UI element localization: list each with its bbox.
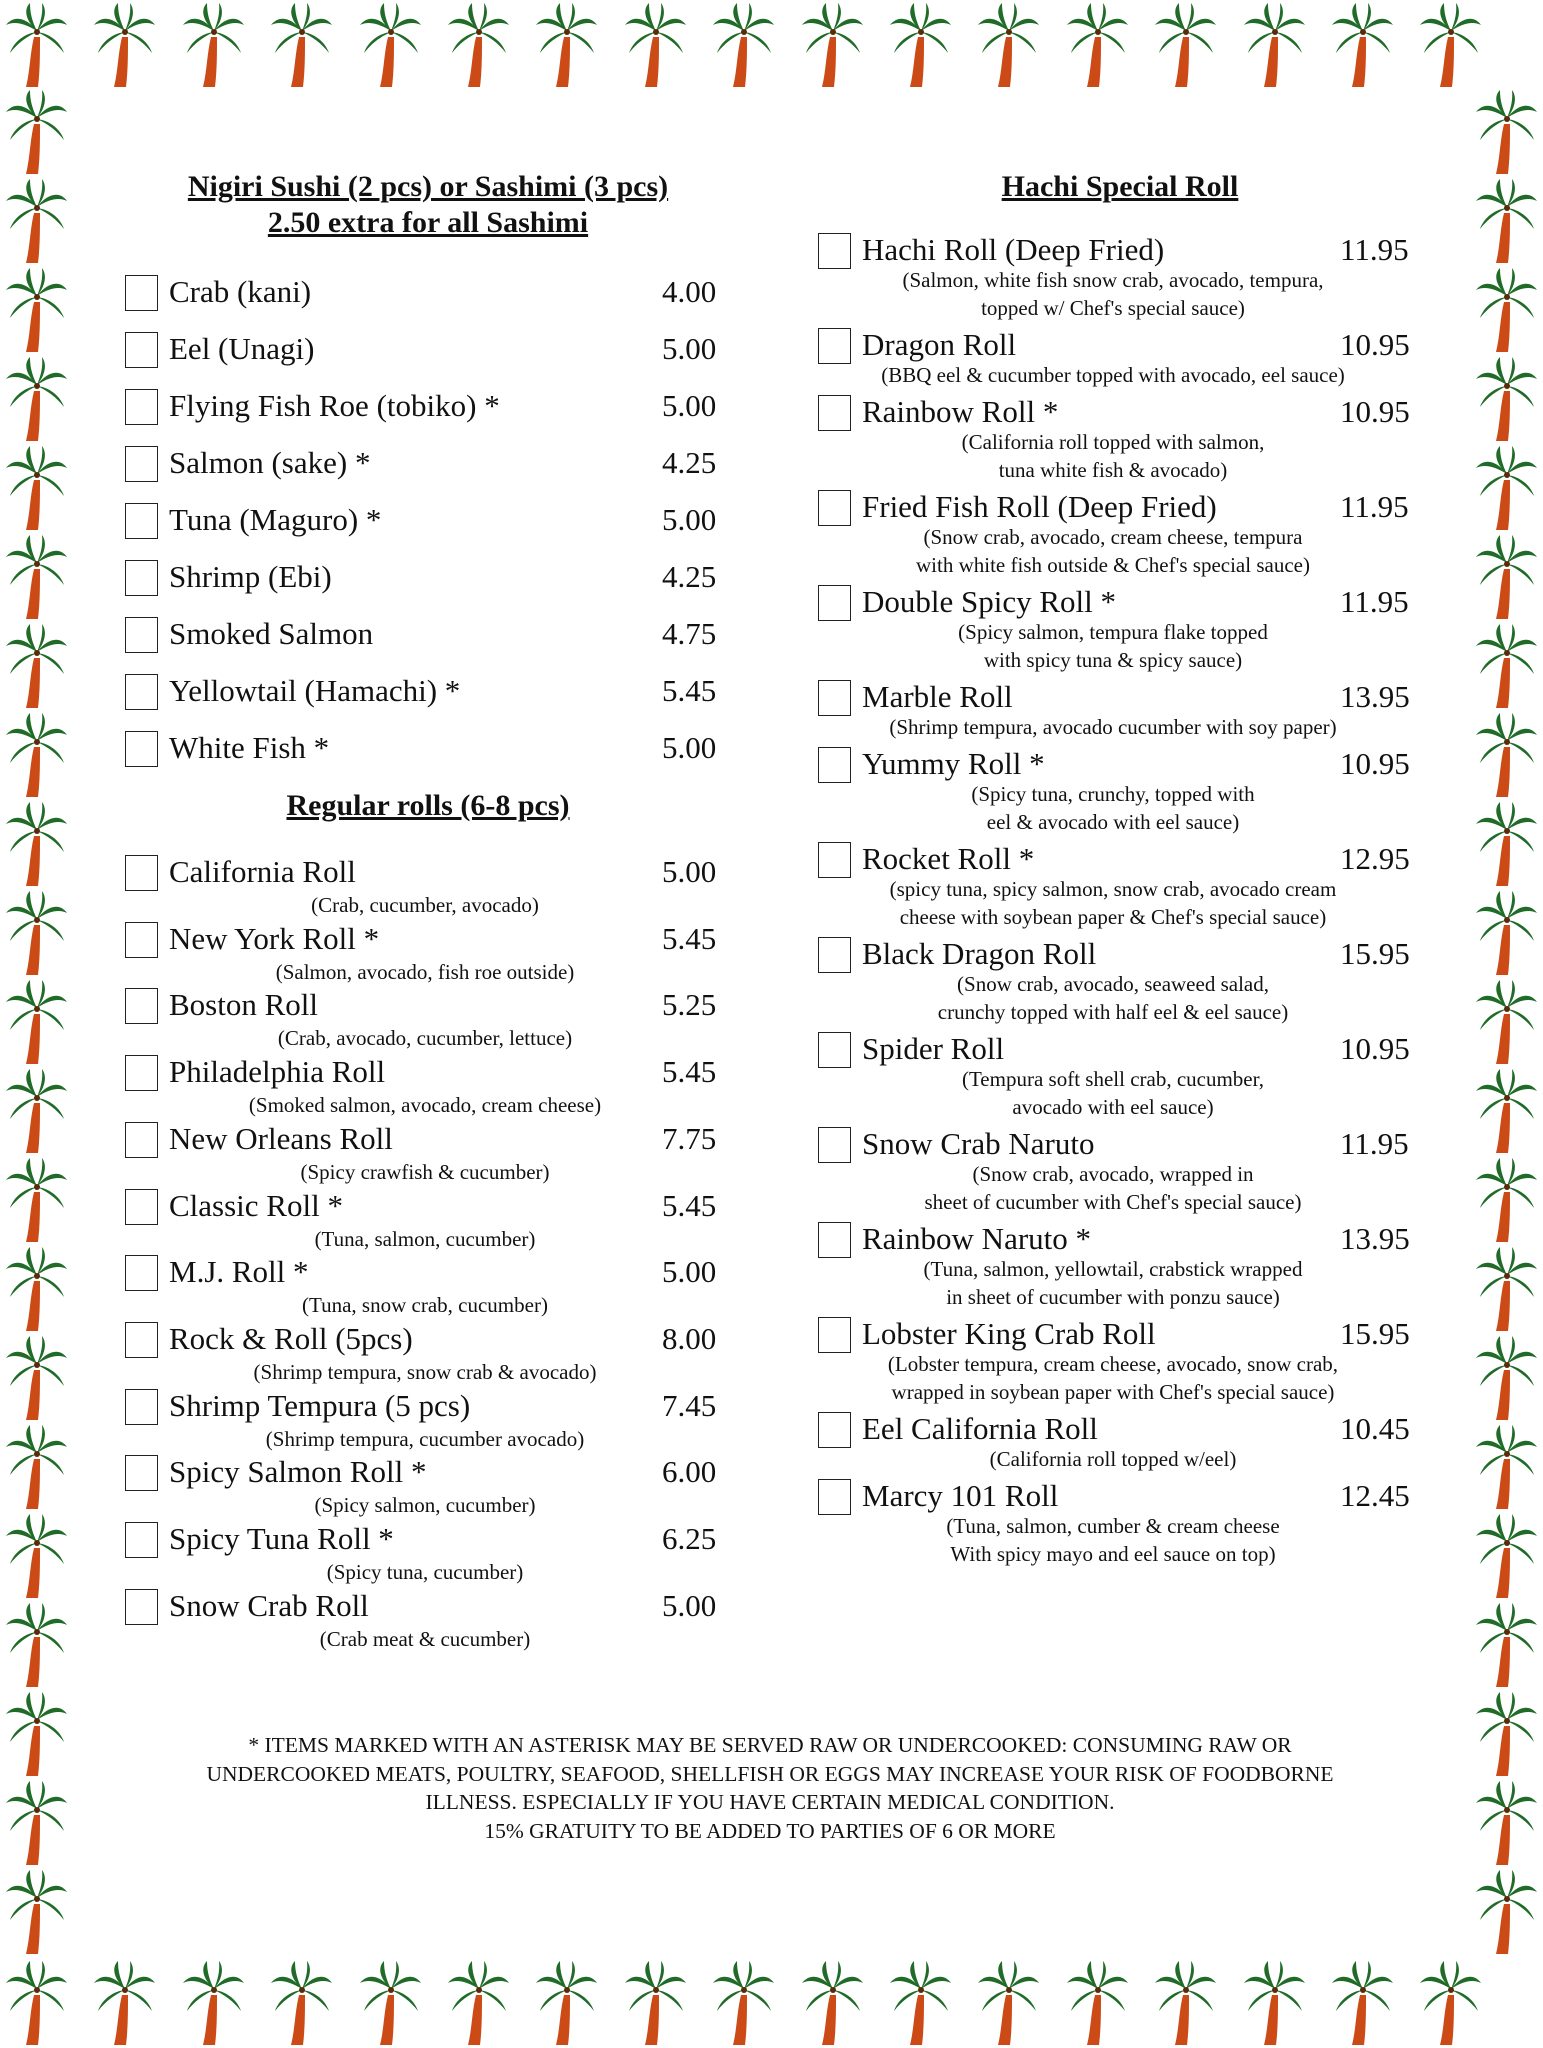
nigiri-heading [158, 169, 698, 241]
item-name: Salmon (sake) * [169, 445, 371, 480]
order-checkbox[interactable] [125, 674, 158, 710]
description-line: avocado with eel sauce) [1012, 1095, 1214, 1119]
menu-item-row [818, 1123, 1418, 1165]
item-name: Classic Roll * [169, 1187, 343, 1223]
item-price: 10.95 [1340, 746, 1410, 781]
menu-item [125, 613, 725, 655]
menu-item [818, 391, 1418, 482]
menu-item [125, 328, 725, 370]
menu-item [818, 1218, 1418, 1309]
order-checkbox[interactable] [818, 1479, 851, 1515]
item-name: Flying Fish Roe (tobiko) * [169, 388, 500, 423]
item-price: 11.95 [1340, 489, 1409, 524]
description-line: cheese with soybean paper & Chef's special sauce) [899, 905, 1327, 929]
menu-item [125, 1385, 725, 1451]
order-checkbox[interactable] [125, 731, 158, 767]
item-price: 10.95 [1340, 1031, 1410, 1066]
item-description [804, 618, 1422, 674]
item-price: 11.95 [1340, 1126, 1409, 1161]
description-line: (California roll topped with salmon, [961, 430, 1265, 454]
item-description [804, 1065, 1422, 1121]
description-line: (Spicy tuna, crunchy, topped with [971, 782, 1255, 806]
item-price: 5.00 [662, 1254, 717, 1290]
menu-item-row [125, 442, 725, 484]
menu-item-row [818, 581, 1418, 623]
menu-item-row [818, 1313, 1418, 1355]
menu-item-row [818, 391, 1418, 433]
item-description [125, 1625, 725, 1653]
menu-item-row [125, 328, 725, 370]
item-name: Boston Roll [169, 987, 319, 1023]
menu-item [125, 385, 725, 427]
description-line: (Crab meat & cucumber) [319, 1626, 531, 1651]
description-line: in sheet of cucumber with ponzu sauce) [946, 1285, 1280, 1309]
menu-item [818, 838, 1418, 929]
description-line: (Crab, avocado, cucumber, lettuce) [277, 1026, 573, 1051]
item-description [804, 1350, 1422, 1406]
item-name: Shrimp Tempura (5 pcs) [169, 1387, 471, 1423]
item-price: 15.95 [1340, 1316, 1410, 1351]
item-price: 5.00 [662, 854, 717, 889]
item-price: 7.45 [662, 1387, 717, 1423]
menu-item-row [125, 984, 725, 1026]
item-name: Rocket Roll * [862, 841, 1035, 876]
nigiri-subtitle: 2.50 extra for all Sashimi [267, 206, 589, 239]
description-line: with spicy tuna & spicy sauce) [983, 648, 1243, 672]
menu-item [125, 918, 725, 984]
item-name: Hachi Roll (Deep Fried) [862, 232, 1165, 267]
gratuity-note: 15% GRATUITY TO BE ADDED TO PARTIES OF 6 OR MORE [484, 1818, 1056, 1843]
menu-item [818, 933, 1418, 1024]
menu-item-row [125, 556, 725, 598]
menu-item-row [125, 613, 725, 655]
menu-item [125, 1185, 725, 1251]
menu-item [125, 271, 725, 313]
item-price: 5.00 [662, 730, 717, 765]
description-line: (Lobster tempura, cream cheese, avocado, snow crab, [887, 1352, 1339, 1376]
item-description [804, 1445, 1422, 1473]
description-line: (Shrimp tempura, avocado cucumber with soy paper) [889, 715, 1337, 739]
item-name: Yellowtail (Hamachi) * [169, 673, 461, 708]
description-line: wrapped in soybean paper with Chef's special sauce) [891, 1380, 1335, 1404]
description-line: (Crab, cucumber, avocado) [311, 893, 539, 917]
menu-item [125, 1518, 725, 1584]
item-price: 4.25 [662, 445, 717, 480]
menu-item-row [125, 670, 725, 712]
order-checkbox[interactable] [818, 937, 851, 973]
order-checkbox[interactable] [125, 617, 158, 653]
item-price: 5.45 [662, 1187, 717, 1223]
order-checkbox[interactable] [125, 560, 158, 596]
item-description [804, 1512, 1422, 1568]
menu-item-row [818, 324, 1418, 366]
item-price: 4.75 [662, 616, 717, 651]
menu-item-row [125, 851, 725, 893]
item-description [125, 1158, 725, 1186]
disclaimer-line: UNDERCOOKED MEATS, POULTRY, SEAFOOD, SHELLFISH OR EGGS MAY INCREASE YOUR RISK OF FOODBORNE [206, 1761, 1334, 1786]
item-name: Dragon Roll [862, 327, 1017, 362]
menu-item-row [125, 499, 725, 541]
item-name: Fried Fish Roll (Deep Fried) [862, 489, 1217, 524]
order-checkbox[interactable] [125, 446, 158, 482]
description-line: (Tuna, snow crab, cucumber) [302, 1293, 548, 1318]
description-line: with white fish outside & Chef's special sauce) [916, 553, 1310, 577]
order-checkbox[interactable] [125, 1322, 158, 1358]
menu-item-row [818, 1408, 1418, 1450]
item-name: Tuna (Maguro) * [169, 502, 382, 537]
menu-item-row [125, 1118, 725, 1160]
item-name: Double Spicy Roll * [862, 584, 1117, 619]
description-line: (Spicy salmon, tempura flake topped [958, 620, 1268, 644]
menu-item [818, 743, 1418, 834]
description-line: (Spicy tuna, cucumber) [326, 1560, 524, 1584]
item-name: Spider Roll [862, 1031, 1005, 1066]
item-description [804, 266, 1422, 322]
menu-item [125, 1318, 725, 1384]
item-name: California Roll [169, 854, 356, 889]
item-price: 11.95 [1340, 584, 1409, 619]
menu-item [818, 486, 1418, 577]
order-checkbox[interactable] [125, 275, 158, 311]
menu-item [818, 324, 1418, 387]
item-price: 11.95 [1340, 232, 1409, 267]
menu-item [125, 1451, 725, 1518]
order-checkbox[interactable] [818, 1222, 851, 1258]
item-description [804, 970, 1422, 1026]
description-line: With spicy mayo and eel sauce on top) [950, 1542, 1276, 1566]
item-name: Snow Crab Naruto [862, 1126, 1095, 1161]
menu-item [818, 1408, 1418, 1471]
item-name: Crab (kani) [169, 274, 312, 309]
item-price: 7.75 [662, 1120, 717, 1156]
menu-item-row [125, 727, 725, 769]
item-price: 6.25 [662, 1521, 717, 1556]
item-name: Rainbow Roll * [862, 394, 1059, 429]
description-line: (Spicy salmon, cucumber) [314, 1493, 536, 1518]
menu-item [125, 442, 725, 484]
description-line: (Snow crab, avocado, wrapped in [972, 1162, 1254, 1186]
item-name: Yummy Roll * [862, 746, 1045, 781]
order-checkbox[interactable] [818, 490, 851, 526]
item-price: 10.95 [1340, 327, 1410, 362]
item-description [125, 958, 725, 986]
disclaimer-line: ILLNESS. ESPECIALLY IF YOU HAVE CERTAIN MEDICAL CONDITION. [425, 1790, 1115, 1814]
item-name: Spicy Tuna Roll * [169, 1521, 394, 1556]
description-line: (Tuna, salmon, cucumber) [314, 1226, 536, 1251]
order-checkbox[interactable] [125, 1589, 158, 1625]
description-line: (Salmon, white fish snow crab, avocado, tempura, [902, 268, 1324, 292]
item-price: 5.45 [662, 1054, 717, 1090]
hachi-heading: Hachi Special Roll [1001, 170, 1239, 203]
menu-item-row [818, 838, 1418, 880]
order-checkbox[interactable] [818, 680, 851, 716]
description-line: (Smoked salmon, avocado, cream cheese) [248, 1093, 602, 1118]
item-description [804, 1255, 1422, 1311]
item-price: 10.95 [1340, 394, 1410, 429]
item-name: Rock & Roll (5pcs) [169, 1320, 413, 1356]
item-name: Black Dragon Roll [862, 936, 1097, 971]
order-checkbox[interactable] [125, 503, 158, 539]
menu-item [818, 1123, 1418, 1214]
menu-item [125, 1251, 725, 1318]
order-checkbox[interactable] [125, 855, 158, 891]
description-line: crunchy topped with half eel & eel sauce) [937, 1000, 1289, 1024]
item-description [125, 1491, 725, 1519]
description-line: (Tuna, salmon, yellowtail, crabstick wrapped [923, 1257, 1303, 1281]
menu-item [818, 1028, 1418, 1119]
menu-item-row [818, 229, 1418, 271]
menu-item [125, 499, 725, 541]
item-description [125, 1225, 725, 1253]
order-checkbox[interactable] [125, 389, 158, 425]
order-checkbox[interactable] [818, 585, 851, 621]
menu-item [818, 1313, 1418, 1404]
menu-item [818, 676, 1418, 739]
menu-item-row [818, 933, 1418, 975]
item-price: 12.45 [1340, 1478, 1410, 1513]
menu-item-row [818, 486, 1418, 528]
order-checkbox[interactable] [125, 1522, 158, 1558]
item-description [804, 428, 1422, 484]
item-price: 6.00 [662, 1454, 717, 1490]
order-checkbox[interactable] [125, 1455, 158, 1491]
item-name: Eel (Unagi) [169, 331, 315, 366]
order-checkbox[interactable] [125, 1389, 158, 1425]
item-price: 8.00 [662, 1320, 717, 1356]
item-description [125, 1425, 725, 1453]
order-checkbox[interactable] [125, 1189, 158, 1225]
order-checkbox[interactable] [818, 1032, 851, 1068]
item-price: 5.00 [662, 1587, 717, 1623]
order-checkbox[interactable] [818, 328, 851, 364]
item-name: Spicy Salmon Roll * [169, 1454, 427, 1490]
menu-item-row [125, 385, 725, 427]
item-price: 15.95 [1340, 936, 1410, 971]
item-name: Rainbow Naruto * [862, 1221, 1092, 1256]
order-checkbox[interactable] [818, 1317, 851, 1353]
menu-item-row [125, 1518, 725, 1560]
item-name: Philadelphia Roll [169, 1054, 386, 1090]
item-price: 13.95 [1340, 1221, 1410, 1256]
description-line: (Tuna, salmon, cumber & cream cheese [946, 1514, 1280, 1538]
description-line: (Spicy crawfish & cucumber) [300, 1159, 550, 1184]
menu-item-row [818, 1218, 1418, 1260]
menu-item-row [125, 1451, 725, 1493]
item-name: New York Roll * [169, 920, 380, 956]
item-description [125, 1358, 725, 1386]
item-description [804, 1160, 1422, 1216]
item-name: M.J. Roll * [169, 1254, 309, 1290]
item-description [125, 1291, 725, 1319]
description-line: tuna white fish & avocado) [998, 458, 1228, 482]
order-checkbox[interactable] [125, 1122, 158, 1158]
item-price: 10.45 [1340, 1411, 1410, 1446]
item-name: Smoked Salmon [169, 616, 374, 651]
item-price: 5.25 [662, 987, 717, 1023]
menu-item-row [125, 1318, 725, 1360]
menu-item-row [818, 743, 1418, 785]
order-checkbox[interactable] [818, 233, 851, 269]
menu-item [125, 851, 725, 917]
order-checkbox[interactable] [818, 395, 851, 431]
order-checkbox[interactable] [818, 1127, 851, 1163]
item-description [125, 1024, 725, 1052]
item-description [125, 891, 725, 919]
description-line: (Salmon, avocado, fish roe outside) [275, 959, 575, 984]
item-price: 5.00 [662, 502, 717, 537]
menu-item-row [125, 1051, 725, 1093]
item-price: 12.95 [1340, 841, 1410, 876]
menu-item [818, 1475, 1418, 1566]
item-description [804, 523, 1422, 579]
order-checkbox[interactable] [818, 842, 851, 878]
menu-item-row [818, 1028, 1418, 1070]
menu-item-row [125, 271, 725, 313]
description-line: eel & avocado with eel sauce) [986, 810, 1240, 834]
item-name: Eel California Roll [862, 1411, 1098, 1446]
item-price: 5.45 [662, 920, 717, 956]
item-description [804, 713, 1422, 741]
item-price: 4.25 [662, 559, 717, 594]
item-name: Marble Roll [862, 679, 1013, 714]
description-line: (Snow crab, avocado, seaweed salad, [957, 972, 1269, 996]
item-description [125, 1091, 725, 1119]
menu-item-row [125, 1385, 725, 1427]
item-description [125, 1558, 725, 1586]
description-line: sheet of cucumber with Chef's special sauce) [924, 1190, 1302, 1214]
description-line: topped w/ Chef's special sauce) [981, 296, 1245, 320]
disclaimer-line: * ITEMS MARKED WITH AN ASTERISK MAY BE SERVED RAW OR UNDERCOOKED: CONSUMING RAW OR [248, 1733, 1292, 1757]
menu-item-row [125, 1251, 725, 1293]
menu-item [818, 581, 1418, 672]
order-checkbox[interactable] [125, 922, 158, 958]
item-price: 5.00 [662, 331, 717, 366]
menu-item-row [818, 676, 1418, 718]
menu-item [125, 984, 725, 1051]
description-line: (Snow crab, avocado, cream cheese, tempura [923, 525, 1303, 549]
order-checkbox[interactable] [125, 332, 158, 368]
menu-item-row [818, 1475, 1418, 1517]
item-name: Shrimp (Ebi) [169, 559, 332, 594]
description-line: (Shrimp tempura, cucumber avocado) [265, 1426, 585, 1451]
description-line: (California roll topped w/eel) [989, 1447, 1237, 1471]
item-name: New Orleans Roll [169, 1120, 393, 1156]
menu-item-row [125, 1185, 725, 1227]
item-description [804, 875, 1422, 931]
regular-rolls-heading: Regular rolls (6-8 pcs) [286, 789, 570, 822]
description-line: (spicy tuna, spicy salmon, snow crab, avocado cream [889, 877, 1337, 901]
item-description [804, 780, 1422, 836]
order-checkbox[interactable] [125, 1255, 158, 1291]
item-name: Marcy 101 Roll [862, 1478, 1059, 1513]
item-price: 13.95 [1340, 679, 1410, 714]
order-checkbox[interactable] [125, 1055, 158, 1091]
menu-item-row [125, 918, 725, 960]
item-name: Snow Crab Roll [169, 1587, 369, 1623]
menu-item [125, 670, 725, 712]
menu-item [818, 229, 1418, 320]
item-price: 5.00 [662, 388, 717, 423]
menu-item-row [125, 1585, 725, 1627]
menu-item [125, 727, 725, 769]
item-name: White Fish * [169, 730, 330, 765]
item-description [804, 361, 1422, 389]
item-price: 4.00 [662, 274, 717, 309]
menu-item [125, 1118, 725, 1184]
description-line: (Shrimp tempura, snow crab & avocado) [253, 1359, 597, 1384]
item-price: 5.45 [662, 673, 717, 708]
disclaimer-footer [80, 1731, 1460, 1845]
description-line: (Tempura soft shell crab, cucumber, [961, 1067, 1265, 1091]
item-name: Lobster King Crab Roll [862, 1316, 1156, 1351]
order-checkbox[interactable] [818, 747, 851, 783]
menu-item [125, 556, 725, 598]
order-checkbox[interactable] [125, 988, 158, 1024]
order-checkbox[interactable] [818, 1412, 851, 1448]
description-line: (BBQ eel & cucumber topped with avocado, eel sauce) [881, 363, 1345, 387]
menu-item [125, 1051, 725, 1118]
menu-item [125, 1585, 725, 1651]
nigiri-title: Nigiri Sushi (2 pcs) or Sashimi (3 pcs) [187, 170, 669, 203]
